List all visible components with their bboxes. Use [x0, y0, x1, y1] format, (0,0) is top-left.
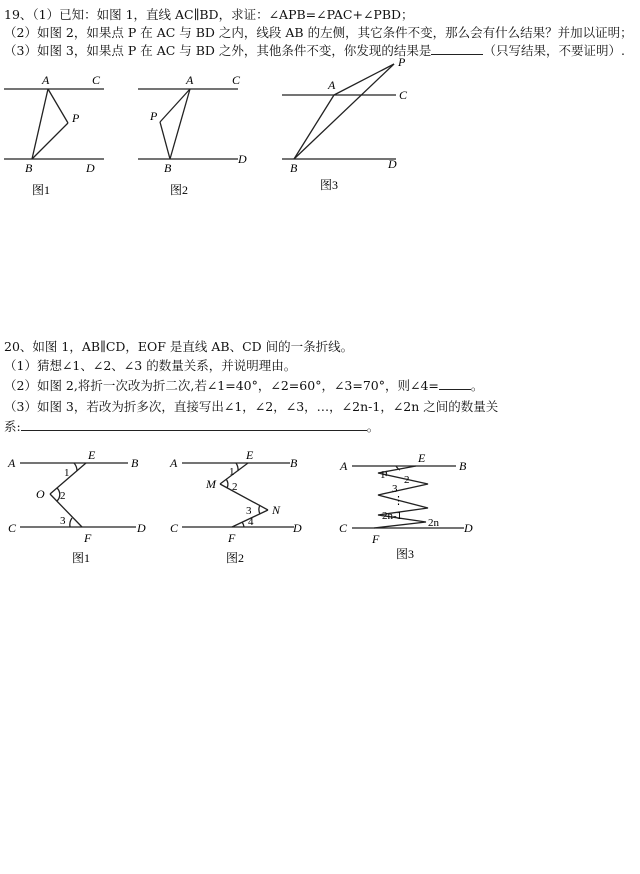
q19-fig2-caption: 图2 — [170, 183, 189, 197]
q20-line-3 — [4, 377, 483, 395]
q19-fig3-label-a: A — [328, 78, 336, 92]
q19-fig2-label-a: A — [186, 73, 194, 87]
q20-fig1-label-c: C — [8, 521, 17, 535]
q20-figure-2 — [162, 446, 322, 571]
q19-fig3-caption: 图3 — [320, 178, 339, 192]
q19-fig2-label-d: D — [238, 152, 247, 166]
q20-fig2-label-n: N — [272, 503, 281, 517]
q20-line-5 — [4, 418, 379, 436]
q20-fig1-label-f: F — [84, 531, 92, 545]
q20-fig1-angle-2: 2 — [60, 490, 66, 502]
q19-line-3-tail: （只写结果，不要证明）. — [483, 43, 625, 58]
q19-fig3-label-c: C — [399, 88, 408, 102]
q20-line-5-text: 系: — [4, 419, 21, 434]
q20-fig1-caption: 图1 — [72, 551, 91, 565]
q19-fig2-label-b: B — [164, 161, 172, 175]
q19-fig1-label-c: C — [92, 73, 101, 87]
q20-fig2-angle-3: 3 — [246, 505, 252, 517]
q19-fig1-label-d: D — [86, 161, 95, 175]
q20-line-5-tail: 。 — [366, 419, 380, 434]
q20-fig3-label-f: F — [372, 532, 380, 546]
q20-fig3-label-e: E — [418, 451, 426, 465]
q19-figure-3 — [278, 56, 418, 196]
q19-fig3-label-p: P — [398, 55, 406, 69]
q20-fig2-label-d: D — [293, 521, 302, 535]
q20-fig2-angle-4: 4 — [248, 516, 254, 528]
q20-fig3-label-b: B — [459, 459, 467, 473]
q19-figure-2 — [134, 70, 254, 200]
q19-fig3-label-b: B — [290, 161, 298, 175]
q20-fig3-caption: 图3 — [396, 547, 415, 561]
q20-fig3-angle-1: 1 — [380, 469, 386, 481]
q19-line-2: （2）如图 2，如果点 P 在 AC 与 BD 之内，线段 AB 的左侧，其它条件不变，那么会有什么结果？并加以证明； — [4, 25, 633, 40]
q20-fig2-label-a: A — [170, 456, 178, 470]
q20-fig2-caption: 图2 — [226, 551, 245, 565]
q20-fig2-angle-1: 1 — [229, 466, 235, 478]
q20-fig3-label-a: A — [340, 459, 348, 473]
q20-fig3-angle-2: 2 — [404, 474, 410, 486]
q20-fig1-label-d: D — [137, 521, 146, 535]
q20-figure-1 — [0, 446, 160, 571]
q20-line-3-tail: 。 — [470, 378, 484, 393]
q19-fig1-caption: 图1 — [32, 183, 51, 197]
q19-answer-blank[interactable] — [431, 42, 483, 55]
q19-fig2-label-p: P — [150, 109, 158, 123]
q20-line-2: （1）猜想∠1、∠2、∠3 的数量关系，并说明理由。 — [4, 358, 297, 373]
q20-fig3-label-c: C — [339, 521, 348, 535]
q20-fig1-label-b: B — [131, 456, 139, 470]
q19-fig1-label-b: B — [25, 161, 33, 175]
q20-fig3-angle-3: 3 — [392, 483, 398, 495]
q20-fig2-label-m: M — [206, 477, 216, 491]
q20-fig3-label-d: D — [464, 521, 473, 535]
q19-fig1-label-p: P — [72, 111, 80, 125]
q20-fig1-label-o: O — [36, 487, 45, 501]
q20-fig1-label-a: A — [8, 456, 16, 470]
q20-fig2-label-b: B — [290, 456, 298, 470]
q20-fig2-label-e: E — [246, 448, 254, 462]
q19-fig2-label-c: C — [232, 73, 241, 87]
q20-line-4: （3）如图 3，若改为折多次，直接写出∠1，∠2，∠3，…，∠2n-1，∠2n 之间的数量关 — [4, 399, 499, 414]
q20-relation-blank[interactable] — [21, 418, 367, 431]
q20-fig1-label-e: E — [88, 448, 96, 462]
q19-fig1-label-a: A — [42, 73, 50, 87]
q20-angle4-blank[interactable] — [439, 377, 471, 390]
q20-fig1-angle-1: 1 — [64, 467, 70, 479]
q20-figure-3 — [334, 446, 484, 571]
q20-fig2-label-f: F — [228, 531, 236, 545]
q20-line-3-text: （2）如图 2,将折一次改为折二次,若∠1=40°，∠2=60°，∠3=70°，则∠4= — [4, 378, 439, 393]
q19-figure-1 — [0, 70, 120, 200]
q20-fig2-angle-2: 2 — [232, 481, 238, 493]
q20-fig3-angle-2n: 2n — [428, 517, 439, 529]
q20-fig1-angle-3: 3 — [60, 515, 66, 527]
q19-fig3-label-d: D — [388, 157, 397, 171]
q19-line-1: 19、（1）已知：如图 1，直线 AC∥BD，求证：∠APB=∠PAC+∠PBD； — [4, 7, 414, 22]
q20-line-1: 20、如图 1，AB∥CD，EOF 是直线 AB、CD 间的一条折线。 — [4, 339, 354, 354]
q19-line-3-text: （3）如图 3，如果点 P 在 AC 与 BD 之外，其他条件不变，你发现的结果是 — [4, 43, 432, 58]
q20-fig3-ellipsis: ⋮ — [393, 495, 404, 507]
q20-fig2-label-c: C — [170, 521, 179, 535]
q20-fig3-angle-2n-1: 2n-1 — [382, 510, 403, 522]
